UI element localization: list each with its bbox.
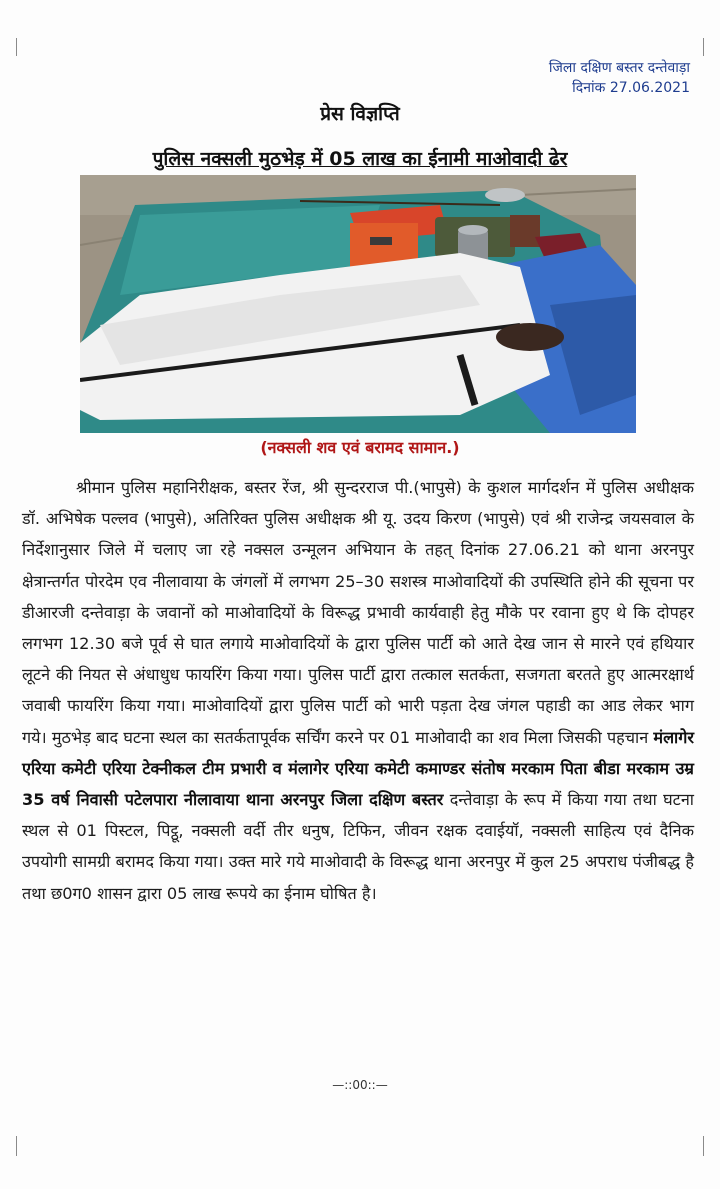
crop-mark-top-left (16, 38, 17, 56)
photo-caption: (नक्सली शव एवं बरामद सामान.) (260, 438, 460, 457)
body-paragraph (22, 472, 694, 909)
office-header (470, 58, 690, 98)
body-part-2-bold: मंलागेर एरिया कमेटी एरिया टेक्नीकल टीम प्रभारी व मंलागेर एरिया कमेटी कमाण्डर संतोष मरकाम पिता बीडा मरकाम उम्र 35 वर्ष निवासी पटेलपारा नीलावाया थाना अरनपुर जिला दक्षिण बस्तर (22, 727, 694, 810)
office-name: जिला दक्षिण बस्तर दन्तेवाड़ा (548, 60, 690, 76)
headline: पुलिस नक्सली मुठभेड़ में 05 लाख का ईनामी माओवादी ढेर (152, 148, 568, 170)
crop-mark-bottom-left (16, 1136, 17, 1156)
pistol-icon (370, 237, 392, 245)
crop-mark-bottom-right (703, 1136, 704, 1156)
seized-items-photo (80, 175, 636, 433)
end-mark: —::00::— (332, 1078, 388, 1092)
crop-mark-top-right (703, 38, 704, 56)
body-text (22, 472, 694, 909)
release-date: दिनांक 27.06.2021 (572, 80, 690, 96)
body-part-3: दन्तेवाड़ा के रूप में किया गया तथा घटना स्थल से 01 पिस्टल, पिट्ठू, नक्सली वर्दी तीर धनुष, टिफिन, जीवन रक्षक दवाईयॉ, नक्सली साहित्य एवं दैनिक उपयोगी सामग्री बरामद किया गया। उक्त मारे गये माओवादी के विरूद्ध थाना अरनपुर में कुल 25 अपराध पंजीबद्ध है तथा छ0ग0 शासन द्वारा 05 लाख रूपये का ईनाम घोषित है। (22, 790, 694, 903)
document-label: प्रेस विज्ञप्ति (320, 103, 400, 125)
body-part-1: श्रीमान पुलिस महानिरीक्षक, बस्तर रेंज, श्री सुन्दरराज पी.(भापुसे) के कुशल मार्गदर्शन में पुलिस अधीक्षक डॉ. अभिषेक पल्लव (भापुसे), अतिरिक्त पुलिस अधीक्षक श्री यू. उदय किरण (भापुसे) एवं श्री राजेन्द्र जयसवाल के निर्देशानुसार जिले में चलाए जा रहे नक्सल उन्मूलन अभियान के तहत् दिनांक 27.06.21 को थाना अरनपुर क्षेत्रान्तर्गत पोरदेम एव नीलावाया के जंगलों में लगभग 25–30 सशस्त्र माओवादियों की उपस्थिति होने की सूचना पर डीआरजी दन्तेवाड़ा के जवानों को माओवादियों के विरूद्ध प्रभावी कार्यवाही हेतु मौके पर रवाना हुए थे कि दोपहर लगभग 12.30 बजे पूर्व से घात लगाये माओवादियों के द्वारा पुलिस पार्टी को आते देख जान से मारने एवं हथियार लूटने की नियत से अंधाधुध फायरिंग किया गया। पुलिस पार्टी द्वारा तत्काल सतर्कता, सजगता बरतते हुए आत्मरक्षार्थ जवाबी फायरिंग किया गया। माओवादियों द्वारा पुलिस पार्टी को भारी पड़ता देख जंगल पहाडी का आड लेकर भाग गये। मुठभेड़ बाद घटना स्थल का सतर्कतापूर्वक सर्चिंग करने पर 01 माओवादी का शव मिला जिसकी पहचान (22, 478, 694, 747)
face (496, 323, 564, 351)
photo-illustration (80, 175, 636, 433)
